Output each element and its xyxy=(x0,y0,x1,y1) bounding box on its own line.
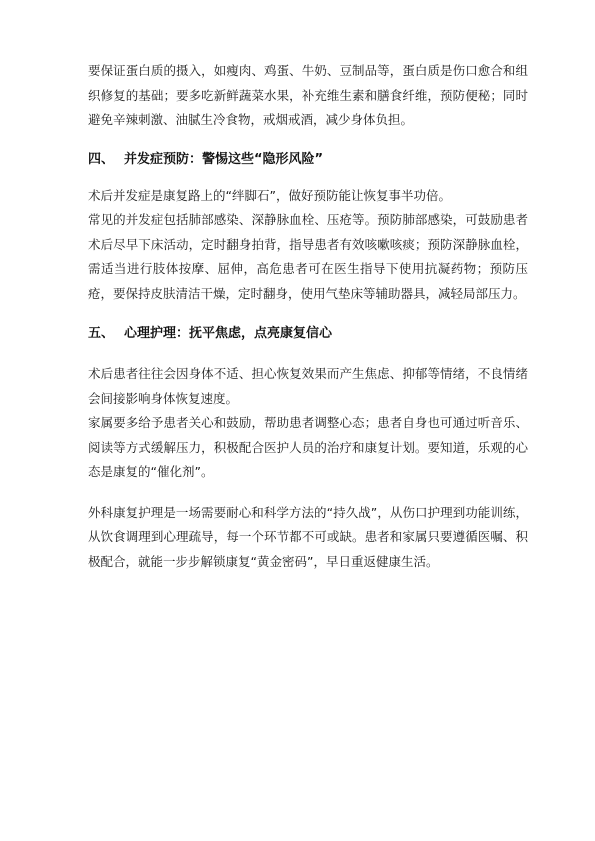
paragraph-line: 术后并发症是康复路上的“绊脚石”，做好预防能让恢复事半功倍。 xyxy=(88,187,451,203)
paragraph-text: 外科康复护理是一场需要耐心和科学方法的“持久战”，从伤口护理到功能训练，从饮食调理到心理疏导，每一个环节都不可或缺。患者和家属只要遵循医嘱、积极配合，就能一步步解锁康复“黄金密码”，早日重返健康生活。 xyxy=(88,504,528,569)
section-heading-complications xyxy=(88,148,528,172)
document-body xyxy=(88,59,528,574)
paragraph-line: 术后患者往往会因身体不适、担心恢复效果而产生焦虑、抑郁等情绪，不良情绪会间接影响身体恢复速度。 xyxy=(88,366,528,406)
paragraph-text: 要保证蛋白质的摄入，如瘦肉、鸡蛋、牛奶、豆制品等，蛋白质是伤口愈合和组织修复的基础；要多吃新鲜蔬菜水果，补充维生素和膳食纤维，预防便秘；同时避免辛辣刺激、油腻生冷食物，戒烟戒酒，减少身体负担。 xyxy=(88,63,528,127)
complications-paragraph xyxy=(88,184,528,209)
psychology-paragraph xyxy=(88,411,528,485)
psychology-paragraph xyxy=(88,362,528,411)
paragraph-line: 常见的并发症包括肺部感染、深静脉血栓、压疮等。预防肺部感染，可鼓励患者术后尽早下床活动，定时翻身拍背，指导患者有效咳嗽咳痰；预防深静脉血栓，需适当进行肢体按摩、屈伸，高危患者可在医生指导下使用抗凝药物；预防压疮，要保持皮肤清洁干燥，定时翻身，使用气垫床等辅助器具，减轻局部压力。 xyxy=(88,212,528,301)
section-heading-psychology xyxy=(88,322,528,346)
section-number: 四、 xyxy=(88,151,115,167)
diet-paragraph xyxy=(88,59,528,133)
closing-paragraph xyxy=(88,501,528,575)
complications-paragraph xyxy=(88,208,528,306)
section-title: 心理护理：抚平焦虑，点亮康复信心 xyxy=(124,326,333,341)
section-number: 五、 xyxy=(88,326,115,341)
paragraph-line: 家属要多给予患者关心和鼓励，帮助患者调整心态；患者自身也可通过听音乐、阅读等方式缓解压力，积极配合医护人员的治疗和康复计划。要知道，乐观的心态是康复的“催化剂”。 xyxy=(88,415,528,479)
section-title: 并发症预防：警惕这些“隐形风险” xyxy=(124,151,324,167)
